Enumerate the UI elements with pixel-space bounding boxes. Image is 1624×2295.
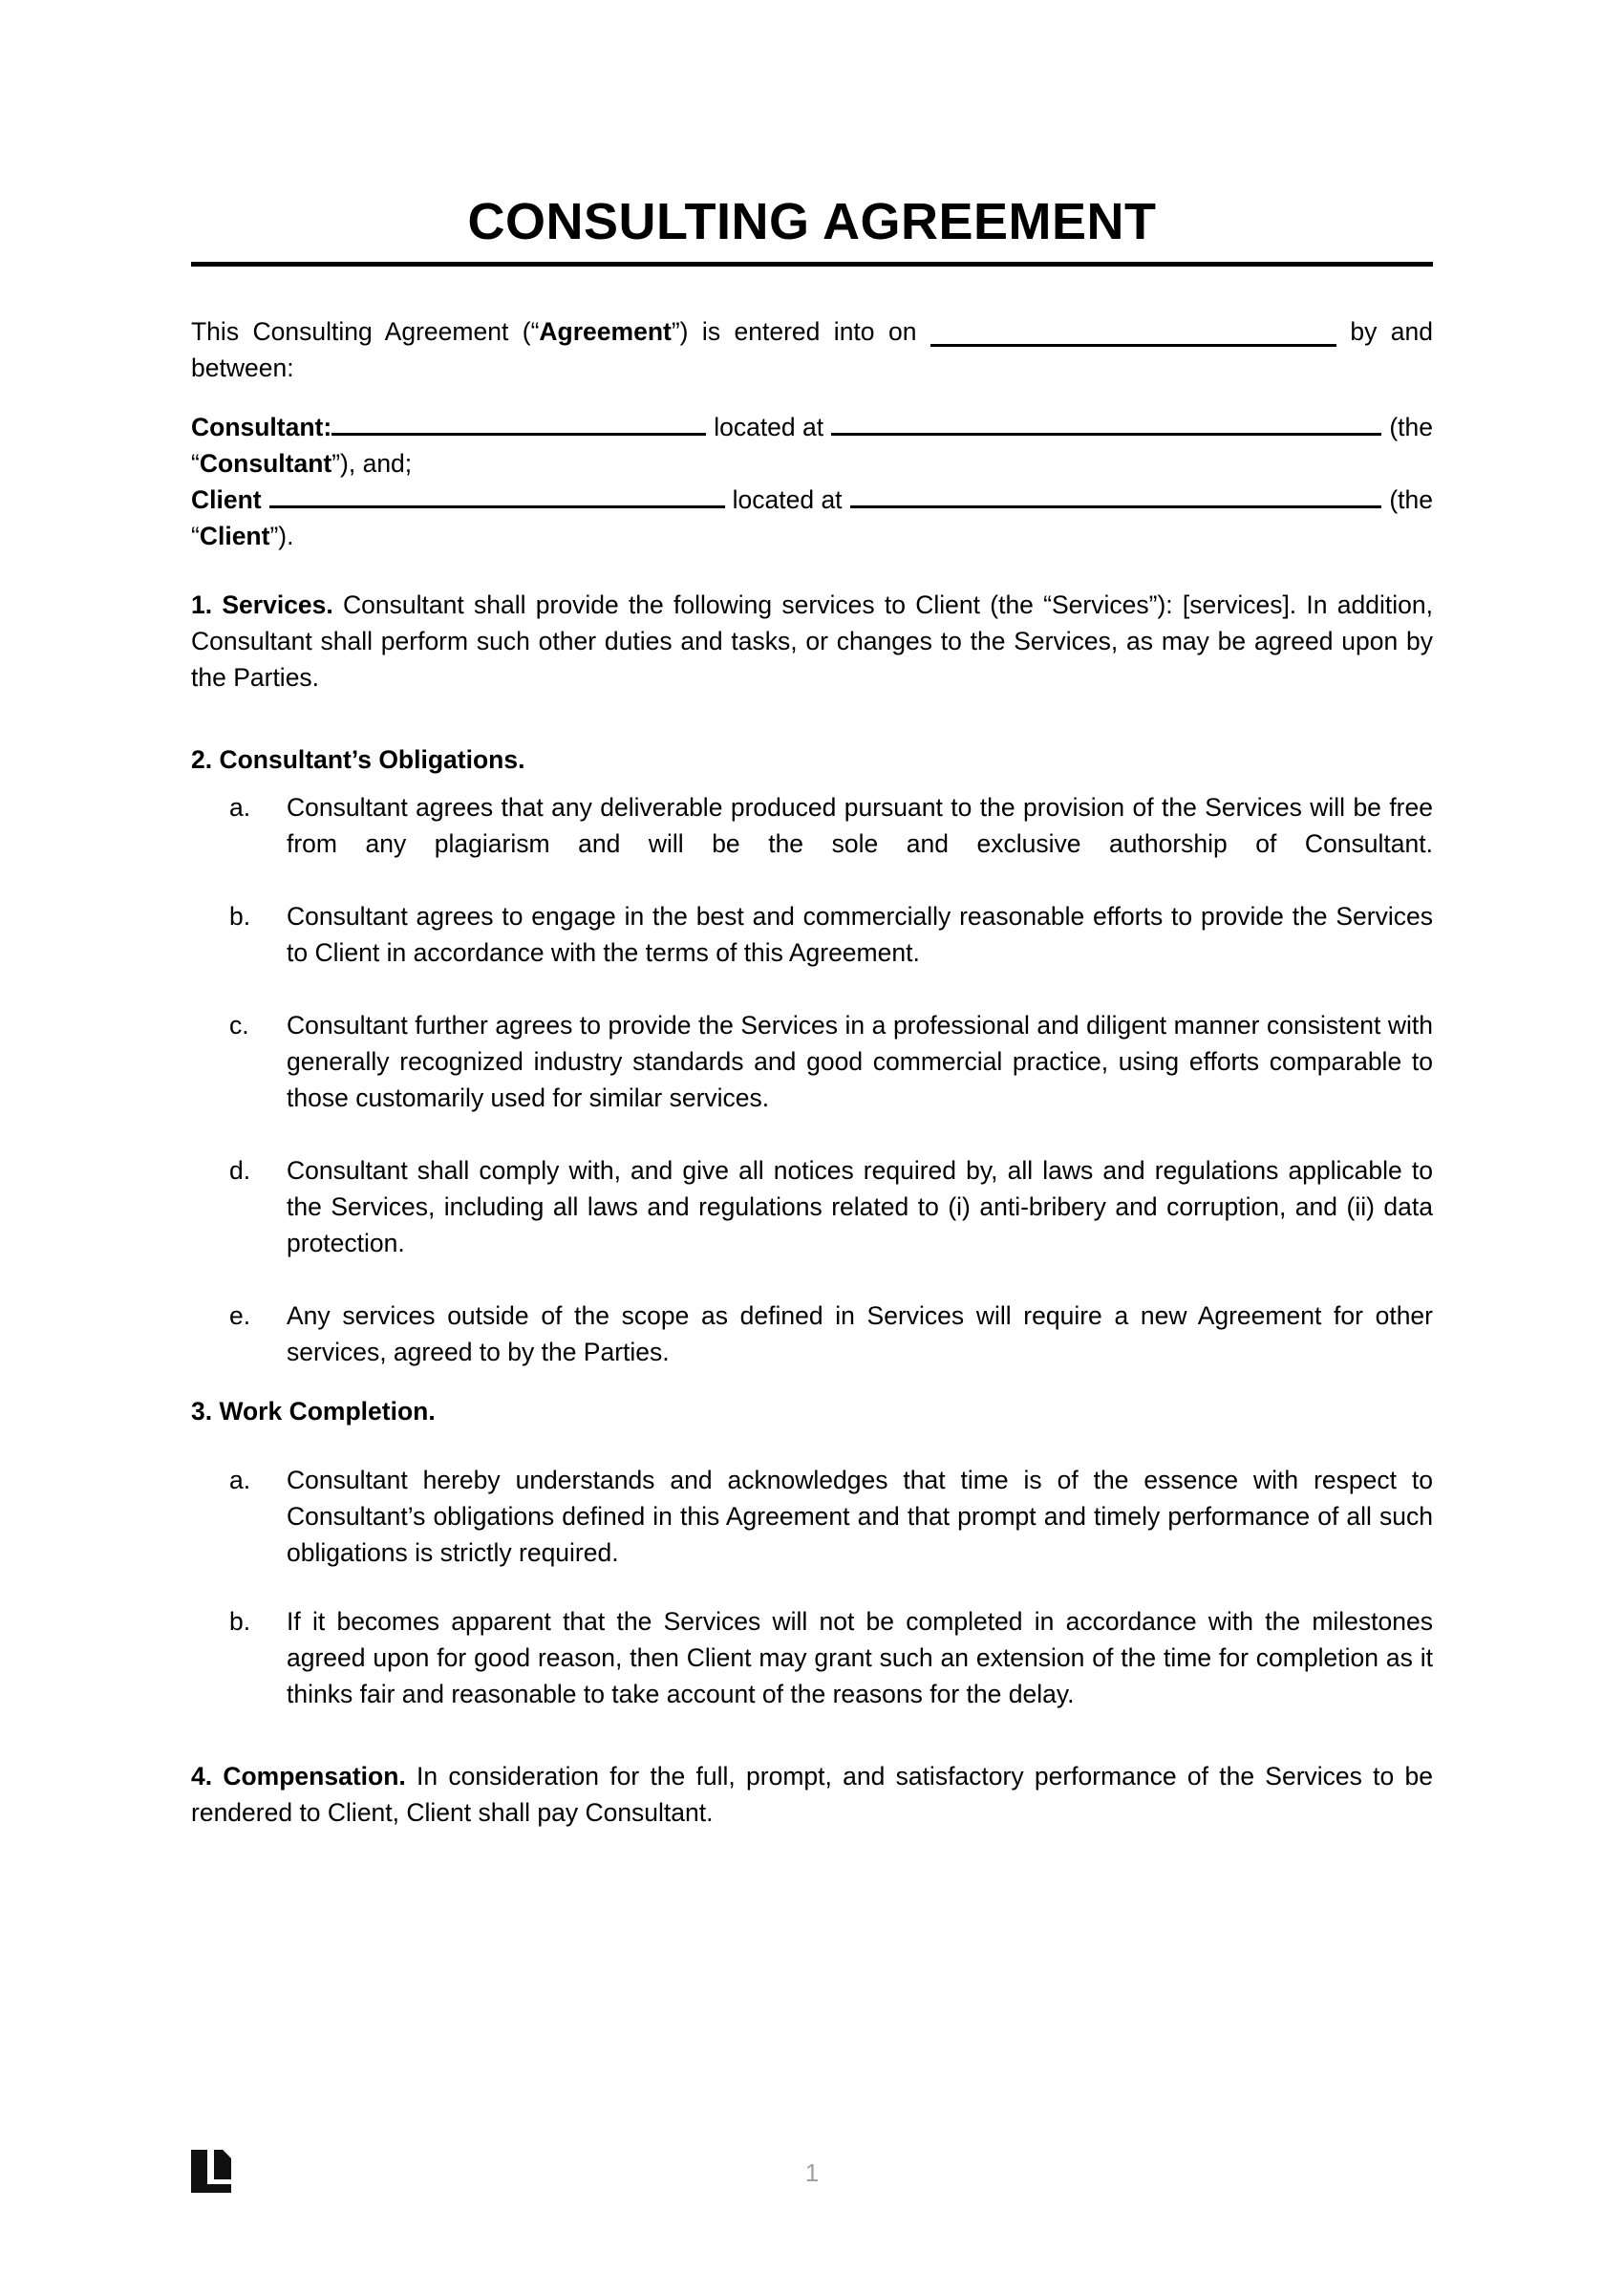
list-item-2c xyxy=(191,1007,1433,1116)
document-content xyxy=(191,193,1433,1831)
list-item-3b xyxy=(191,1603,1433,1712)
list-text-3b: If it becomes apparent that the Services will not be completed in accordance with the milestones agreed upon for good reason, then Client may grant such an extension of the time for completion as it thinks fair and reasonable to take account of the reasons for the delay. xyxy=(287,1607,1433,1708)
list-item-2e xyxy=(191,1298,1433,1370)
consultant-defined-line xyxy=(191,445,1433,482)
page-title: CONSULTING AGREEMENT xyxy=(467,193,1157,250)
intro-text-post: by and xyxy=(1350,317,1433,346)
located-at-text-2: located at xyxy=(732,485,843,514)
list-item-2d xyxy=(191,1152,1433,1261)
consultant-label: Consultant: xyxy=(191,413,332,441)
list-marker-2b: b. xyxy=(229,902,251,931)
list-marker-3b: b. xyxy=(229,1607,251,1636)
list-text-2b: Consultant agrees to engage in the best and commercially reasonable efforts to provide the Services to Client in accordance with the terms of this Agreement. xyxy=(287,902,1433,967)
intro-text-pre: This Consulting Agreement (“ xyxy=(191,317,540,346)
list-text-2e: Any services outside of the scope as defined in Services will require a new Agreement for other services, agreed to by the Parties. xyxy=(287,1301,1433,1366)
list-text-3a: Consultant hereby understands and acknowledges that time is of the essence with respect to Consultant’s obligations defined in this Agreement and that prompt and timely performance of all such obligations is strictly required. xyxy=(287,1466,1433,1567)
list-item-3a xyxy=(191,1462,1433,1571)
section-4-body: In consideration for the full, prompt, and satisfactory performance of the Services to be rendered to Client, Client shall pay Consultant. xyxy=(191,1762,1434,1827)
document-page xyxy=(0,193,1624,2295)
list-marker-3a: a. xyxy=(229,1466,251,1494)
intro-bold-agreement: Agreement xyxy=(539,317,672,346)
list-text-2d: Consultant shall comply with, and give all notices required by, all laws and regulations applicable to the Services, including all laws and regulations related to (i) anti-bribery and corruption, and (ii) data protection. xyxy=(287,1156,1433,1257)
consultant-defined-tail: ”), and; xyxy=(331,449,413,478)
client-defined-tail: ”). xyxy=(269,522,294,550)
client-line xyxy=(191,482,1433,518)
client-defined-line xyxy=(191,518,1433,554)
intro-between-text: between: xyxy=(191,354,294,382)
client-name-fill-in-blank[interactable] xyxy=(269,483,725,508)
intro-line-1 xyxy=(191,313,1433,350)
title-rule xyxy=(191,262,1433,267)
date-fill-in-blank[interactable] xyxy=(930,325,1336,347)
list-marker-2a: a. xyxy=(229,793,251,822)
list-text-2a: Consultant agrees that any deliverable produced pursuant to the provision of the Services will be free from any plagiarism and will be the sole and exclusive authorship of Consultant. xyxy=(287,793,1433,858)
list-item-2a xyxy=(191,789,1433,862)
consultant-address-fill-in-blank[interactable] xyxy=(831,410,1381,436)
section-3-heading: 3. Work Completion. xyxy=(191,1397,436,1426)
list-item-2b xyxy=(191,898,1433,971)
open-paren-the-text: (the xyxy=(1389,413,1433,441)
list-marker-2e: e. xyxy=(229,1301,251,1330)
intro-text-mid: ”) is entered into on xyxy=(671,317,917,346)
quote-open: “ xyxy=(191,449,200,478)
section-4-lead: 4. Compensation. xyxy=(191,1762,406,1791)
open-paren-the-text-2: (the xyxy=(1389,485,1433,514)
section-4-compensation xyxy=(191,1758,1433,1831)
consultant-line xyxy=(191,409,1433,445)
section-1-body: Consultant shall provide the following services to Client (the “Services”): [services]. In addition, Consultant shall perform such other duties and tasks, or changes to the Services, as may be agreed upon by the Parties. xyxy=(191,590,1433,692)
consultant-defined-term: Consultant xyxy=(199,449,332,478)
page-number: 1 xyxy=(804,2158,820,2187)
section-2-heading: 2. Consultant’s Obligations. xyxy=(191,745,525,774)
client-defined-term: Client xyxy=(199,522,270,550)
section-1-lead: 1. Services. xyxy=(191,590,333,619)
list-text-2c: Consultant further agrees to provide the Services in a professional and diligent manner consistent with generally recognized industry standards and good commercial practice, using efforts comparable to those customarily used for similar services. xyxy=(287,1011,1433,1112)
intro-line-2 xyxy=(191,350,1433,386)
list-marker-2d: d. xyxy=(229,1156,251,1185)
client-address-fill-in-blank[interactable] xyxy=(850,483,1382,508)
list-marker-2c: c. xyxy=(229,1011,249,1040)
section-1-services xyxy=(191,587,1433,696)
quote-open-2: “ xyxy=(191,522,200,550)
consultant-name-fill-in-blank[interactable] xyxy=(331,410,706,436)
located-at-text: located at xyxy=(714,413,824,441)
client-label: Client xyxy=(191,485,262,514)
